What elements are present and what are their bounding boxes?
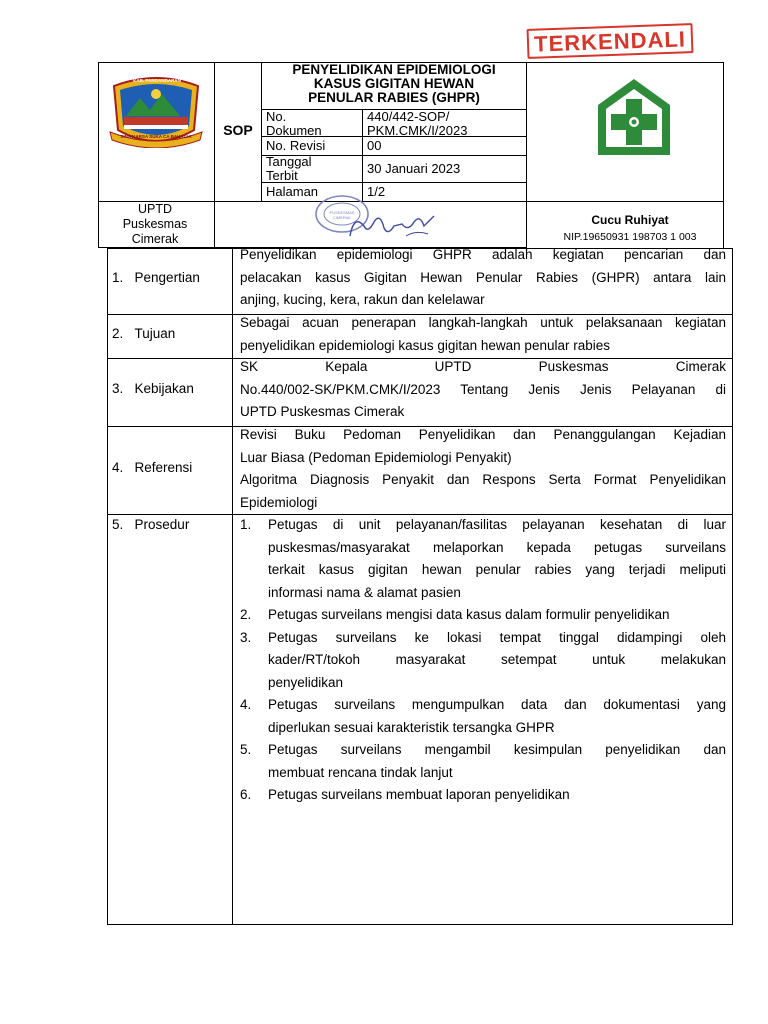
pengertian-text: Penyelidikan epidemiologi GHPR adalah kegiatan pencarian dan pelacakan kasus Gigitan Hewan Penular Rabies (GHPR) antara lain anjing, kucing, kera, rakun dan kelelawar [240,247,726,307]
terkendali-stamp: TERKENDALI [527,23,694,59]
kebijakan-text: SK Kepala UPTD Puskesmas Cimerak No.440/002-SK/PKM.CMK/I/2023 Tentang Jenis Jenis Pelayanan di UPTD Puskesmas Cimerak [240,359,726,419]
signature-icon [344,206,440,246]
title-line-1: PENYELIDIKAN EPIDEMIOLOGI [292,62,496,77]
section-label-pengertian: 1. Pengertian [112,270,200,285]
field-label-no-dokumen: No. Dokumen [266,109,322,138]
field-value-no-dokumen: 440/442-SOP/ PKM.CMK/I/2023 [367,109,468,138]
seal-text: PUSKESMAS CIMERAK [329,210,355,220]
sop-label: SOP [223,122,253,138]
tujuan-text: Sebagai acuan penerapan langkah-langkah untuk pelaksanaan kegiatan penyelidikan epidemiologi kasus gigitan hewan penular rabies [240,315,726,353]
section-label-tujuan: 2. Tujuan [112,326,176,341]
puskesmas-logo-icon [592,75,676,159]
logo-bottom-text: SINA KARSA SUKA CA BAHAGIA [120,134,192,139]
title-line-3: PENULAR RABIES (GHPR) [308,90,480,105]
document-title [262,63,526,105]
prosedur-step-3: 3. Petugas surveilans ke lokasi tempat tinggal didampingi oleh kader/RT/tokoh masyarakat setempat untuk melakukan penyelidikan [240,629,726,690]
logo-top-text: KAB. PANGANDARAN [133,78,181,83]
referensi-text: Revisi Buku Pedoman Penyelidikan dan Penanggulangan Kejadian Luar Biasa (Pedoman Epidemiologi Penyakit) Algoritma Diagnosis Penyakit dan Respons Serta Format Penyelidikan Epidemiologi [240,427,726,510]
prosedur-step-2: 2. Petugas surveilans mengisi data kasus dalam formulir penyelidikan [240,607,670,622]
signer-name: Cucu Ruhiyat [591,213,669,227]
signer-nip: NIP.19650931 198703 1 003 [563,231,697,243]
section-label-referensi: 4. Referensi [112,460,193,475]
prosedur-step-1: 1. Petugas di unit pelayanan/fasilitas pelayanan kesehatan di luar puskesmas/masyarakat melaporkan kepada petugas surveilans terkait kasus gigitan hewan penular rabies yang terjadi meliputi informasi nama & alamat pasien [240,517,726,600]
section-label-kebijakan: 3. Kebijakan [112,381,194,396]
field-value-tanggal-terbit: 30 Januari 2023 [367,161,461,176]
kab-pangandaran-logo-icon [106,72,206,148]
field-label-halaman: Halaman [266,184,319,199]
section-label-prosedur: 5. Prosedur [112,517,190,532]
title-line-2: KASUS GIGITAN HEWAN [313,76,475,91]
field-label-no-revisi: No. Revisi [266,138,326,153]
prosedur-steps [240,514,726,807]
field-label-tanggal-terbit: Tanggal Terbit [266,154,312,183]
unit-name: UPTD Puskesmas Cimerak [122,202,188,246]
prosedur-step-5: 5. Petugas surveilans mengambil kesimpulan penyelidikan dan membuat rencana tindak lanjut [240,742,726,780]
prosedur-step-4: 4. Petugas surveilans mengumpulkan data dan dokumentasi yang diperlukan sesuai karakteristik tersangka GHPR [240,697,726,735]
prosedur-step-6: 6. Petugas surveilans membuat laporan penyelidikan [240,787,570,802]
field-value-halaman: 1/2 [367,184,386,199]
field-value-no-revisi: 00 [367,138,382,153]
